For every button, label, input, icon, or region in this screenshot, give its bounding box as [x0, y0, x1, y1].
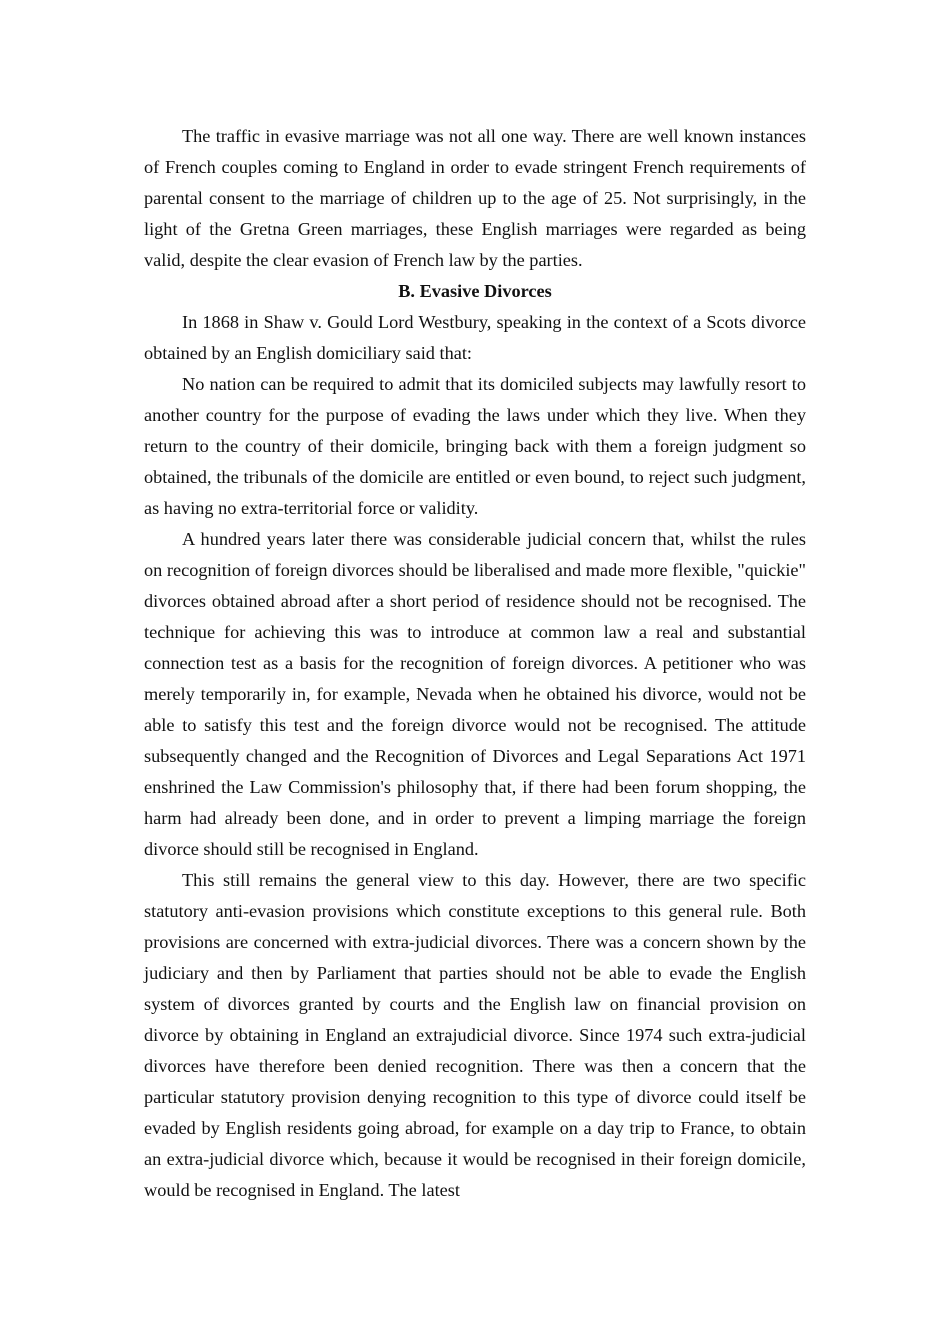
paragraph-shaw-v-gould: In 1868 in Shaw v. Gould Lord Westbury, speaking in the context of a Scots divorce obtained by an English domiciliary said that:	[144, 312, 806, 363]
document-page	[144, 121, 806, 1206]
section-heading: B. Evasive Divorces	[398, 281, 552, 301]
paragraph-anti-evasion-provisions: This still remains the general view to this day. However, there are two specific statutory anti-evasion provisions which constitute exceptions to this general rule. Both provisions are concerned with extra-judicial divorces. There was a concern shown by the judiciary and then by Parliament that parties should not be able to evade the English system of divorces granted by courts and the English law on financial provision on divorce by obtaining in England an extrajudicial divorce. Since 1974 such extra-judicial divorces have therefore been denied recognition. There was then a concern that the particular statutory provision denying recognition to this type of divorce could itself be evaded by English residents going abroad, for example on a day trip to France, to obtain an extra-judicial divorce which, because it would be recognised in their foreign domicile, would be recognised in England. The latest	[144, 870, 806, 1200]
quotation-westbury: No nation can be required to admit that its domiciled subjects may lawfully resort to another country for the purpose of evading the laws under which they live. When they return to the country of their domicile, bringing back with them a foreign judgment so obtained, the tribunals of the domicile are entitled or even bound, to reject such judgment, as having no extra-territorial force or validity.	[144, 374, 806, 518]
paragraph-quickie-divorces: A hundred years later there was considerable judicial concern that, whilst the rules on recognition of foreign divorces should be liberalised and made more flexible, "quickie" divorces obtained abroad after a short period of residence should not be recognised. The technique for achieving this was to introduce at common law a real and substantial connection test as a basis for the recognition of foreign divorces. A petitioner who was merely temporarily in, for example, Nevada when he obtained his divorce, would not be able to satisfy this test and the foreign divorce would not be recognised. The attitude subsequently changed and the Recognition of Divorces and Legal Separations Act 1971 enshrined the Law Commission's philosophy that, if there had been forum shopping, the harm had already been done, and in order to prevent a limping marriage the foreign divorce should still be recognised in England.	[144, 529, 806, 859]
paragraph-french-marriages: The traffic in evasive marriage was not all one way. There are well known instances of French couples coming to England in order to evade stringent French requirements of parental consent to the marriage of children up to the age of 25. Not surprisingly, in the light of the Gretna Green marriages, these English marriages were regarded as being valid, despite the clear evasion of French law by the parties.	[144, 126, 806, 270]
